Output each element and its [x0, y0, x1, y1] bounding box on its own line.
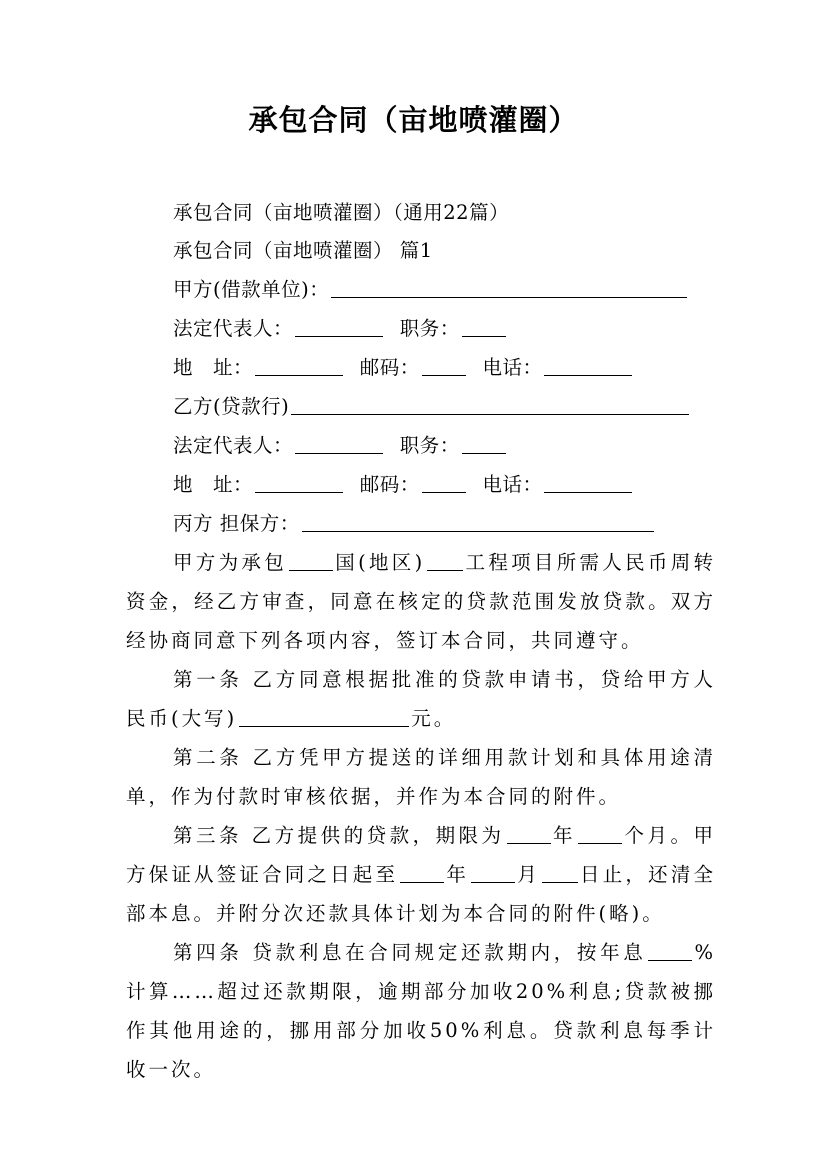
- address-label: 地 址：: [173, 473, 254, 496]
- preamble-text-2: 国(地区): [335, 551, 426, 574]
- postcode-label: 邮码：: [359, 473, 420, 496]
- legal-rep-blank: [295, 316, 383, 337]
- phone-blank: [544, 355, 632, 376]
- address-label: 地 址：: [173, 356, 254, 379]
- party-c-blank: [302, 511, 654, 532]
- region-blank: [427, 550, 463, 571]
- phone-label: 电话：: [482, 356, 543, 379]
- preamble-paragraph: [126, 543, 716, 660]
- interest-rate-blank: [648, 940, 692, 961]
- article-4-text-a: 第四条 贷款利息在合同规定还款期内，按年息: [173, 941, 647, 964]
- article-4: [126, 933, 716, 1089]
- section-heading: 承包合同（亩地喷灌圈） 篇1: [173, 239, 433, 262]
- party-a-address-line: [173, 355, 634, 381]
- party-a-rep-line: [173, 316, 508, 342]
- party-c-line: [173, 511, 656, 537]
- preamble-text-3: 工程项目所需人民币周转资金，经乙方审查，同意在核定的贷款范围发放贷款。双方经协商同意下列各项内容，签订本合同，共同遵守。: [126, 551, 716, 652]
- article-3-end: 日止，还清全部本息。并附分次还款具体计划为本合同的附件(略)。: [126, 863, 716, 925]
- document-title: 承包合同（亩地喷灌圈）: [248, 103, 579, 137]
- project-blank: [289, 550, 333, 571]
- postcode-blank: [422, 355, 466, 376]
- end-month-blank: [471, 862, 515, 883]
- end-day-blank: [542, 862, 578, 883]
- legal-rep-label: 法定代表人：: [173, 317, 294, 340]
- position-label: 职务：: [399, 434, 460, 457]
- party-c-label: 丙方 担保方：: [173, 512, 300, 535]
- document-subtitle: 承包合同（亩地喷灌圈）（通用22篇）: [173, 201, 510, 224]
- article-2: 第二条 乙方凭甲方提送的详细用款计划和具体用途清单，作为付款时审核依据，并作为本合同的附件。: [126, 746, 716, 808]
- party-b-label: 乙方(贷款行): [173, 395, 290, 418]
- phone-label: 电话：: [482, 473, 543, 496]
- article-1-text: 第一条 乙方同意根据批准的贷款申请书，贷给甲方人民币(大写): [126, 668, 716, 730]
- party-a-line: [173, 277, 689, 303]
- position-blank: [462, 433, 506, 454]
- phone-blank: [544, 472, 632, 493]
- article-3-year-2: 年: [446, 863, 470, 886]
- article-3: [126, 816, 716, 933]
- term-years-blank: [507, 823, 551, 844]
- party-a-label: 甲方(借款单位)：: [173, 278, 330, 301]
- article-3-month-2: 月: [517, 863, 540, 886]
- legal-rep-blank: [295, 433, 383, 454]
- article-3-month: 个月。甲方保证从签证合同之日起至: [126, 824, 716, 886]
- postcode-label: 邮码：: [359, 356, 420, 379]
- party-a-blank: [331, 277, 687, 298]
- party-b-line: [173, 394, 691, 420]
- party-b-blank: [291, 394, 689, 415]
- preamble-text-1: 甲方为承包: [173, 551, 287, 574]
- article-1-unit: 元。: [411, 707, 457, 730]
- position-label: 职务：: [399, 317, 460, 340]
- article-3-year: 年: [552, 824, 577, 847]
- end-year-blank: [400, 862, 444, 883]
- legal-rep-label: 法定代表人：: [173, 434, 294, 457]
- article-4-text-b: %计算……超过还款期限，逾期部分加收20%利息;贷款被挪作其他用途的，挪用部分加收50%利息。贷款利息每季计收一次。: [126, 941, 716, 1081]
- postcode-blank: [422, 472, 466, 493]
- article-1: [126, 660, 716, 738]
- address-blank: [255, 472, 343, 493]
- term-months-blank: [578, 823, 622, 844]
- party-b-address-line: [173, 472, 634, 498]
- party-b-rep-line: [173, 433, 508, 459]
- position-blank: [462, 316, 506, 337]
- amount-blank: [239, 706, 409, 727]
- address-blank: [255, 355, 343, 376]
- article-3-text-a: 第三条 乙方提供的贷款，期限为: [173, 824, 505, 847]
